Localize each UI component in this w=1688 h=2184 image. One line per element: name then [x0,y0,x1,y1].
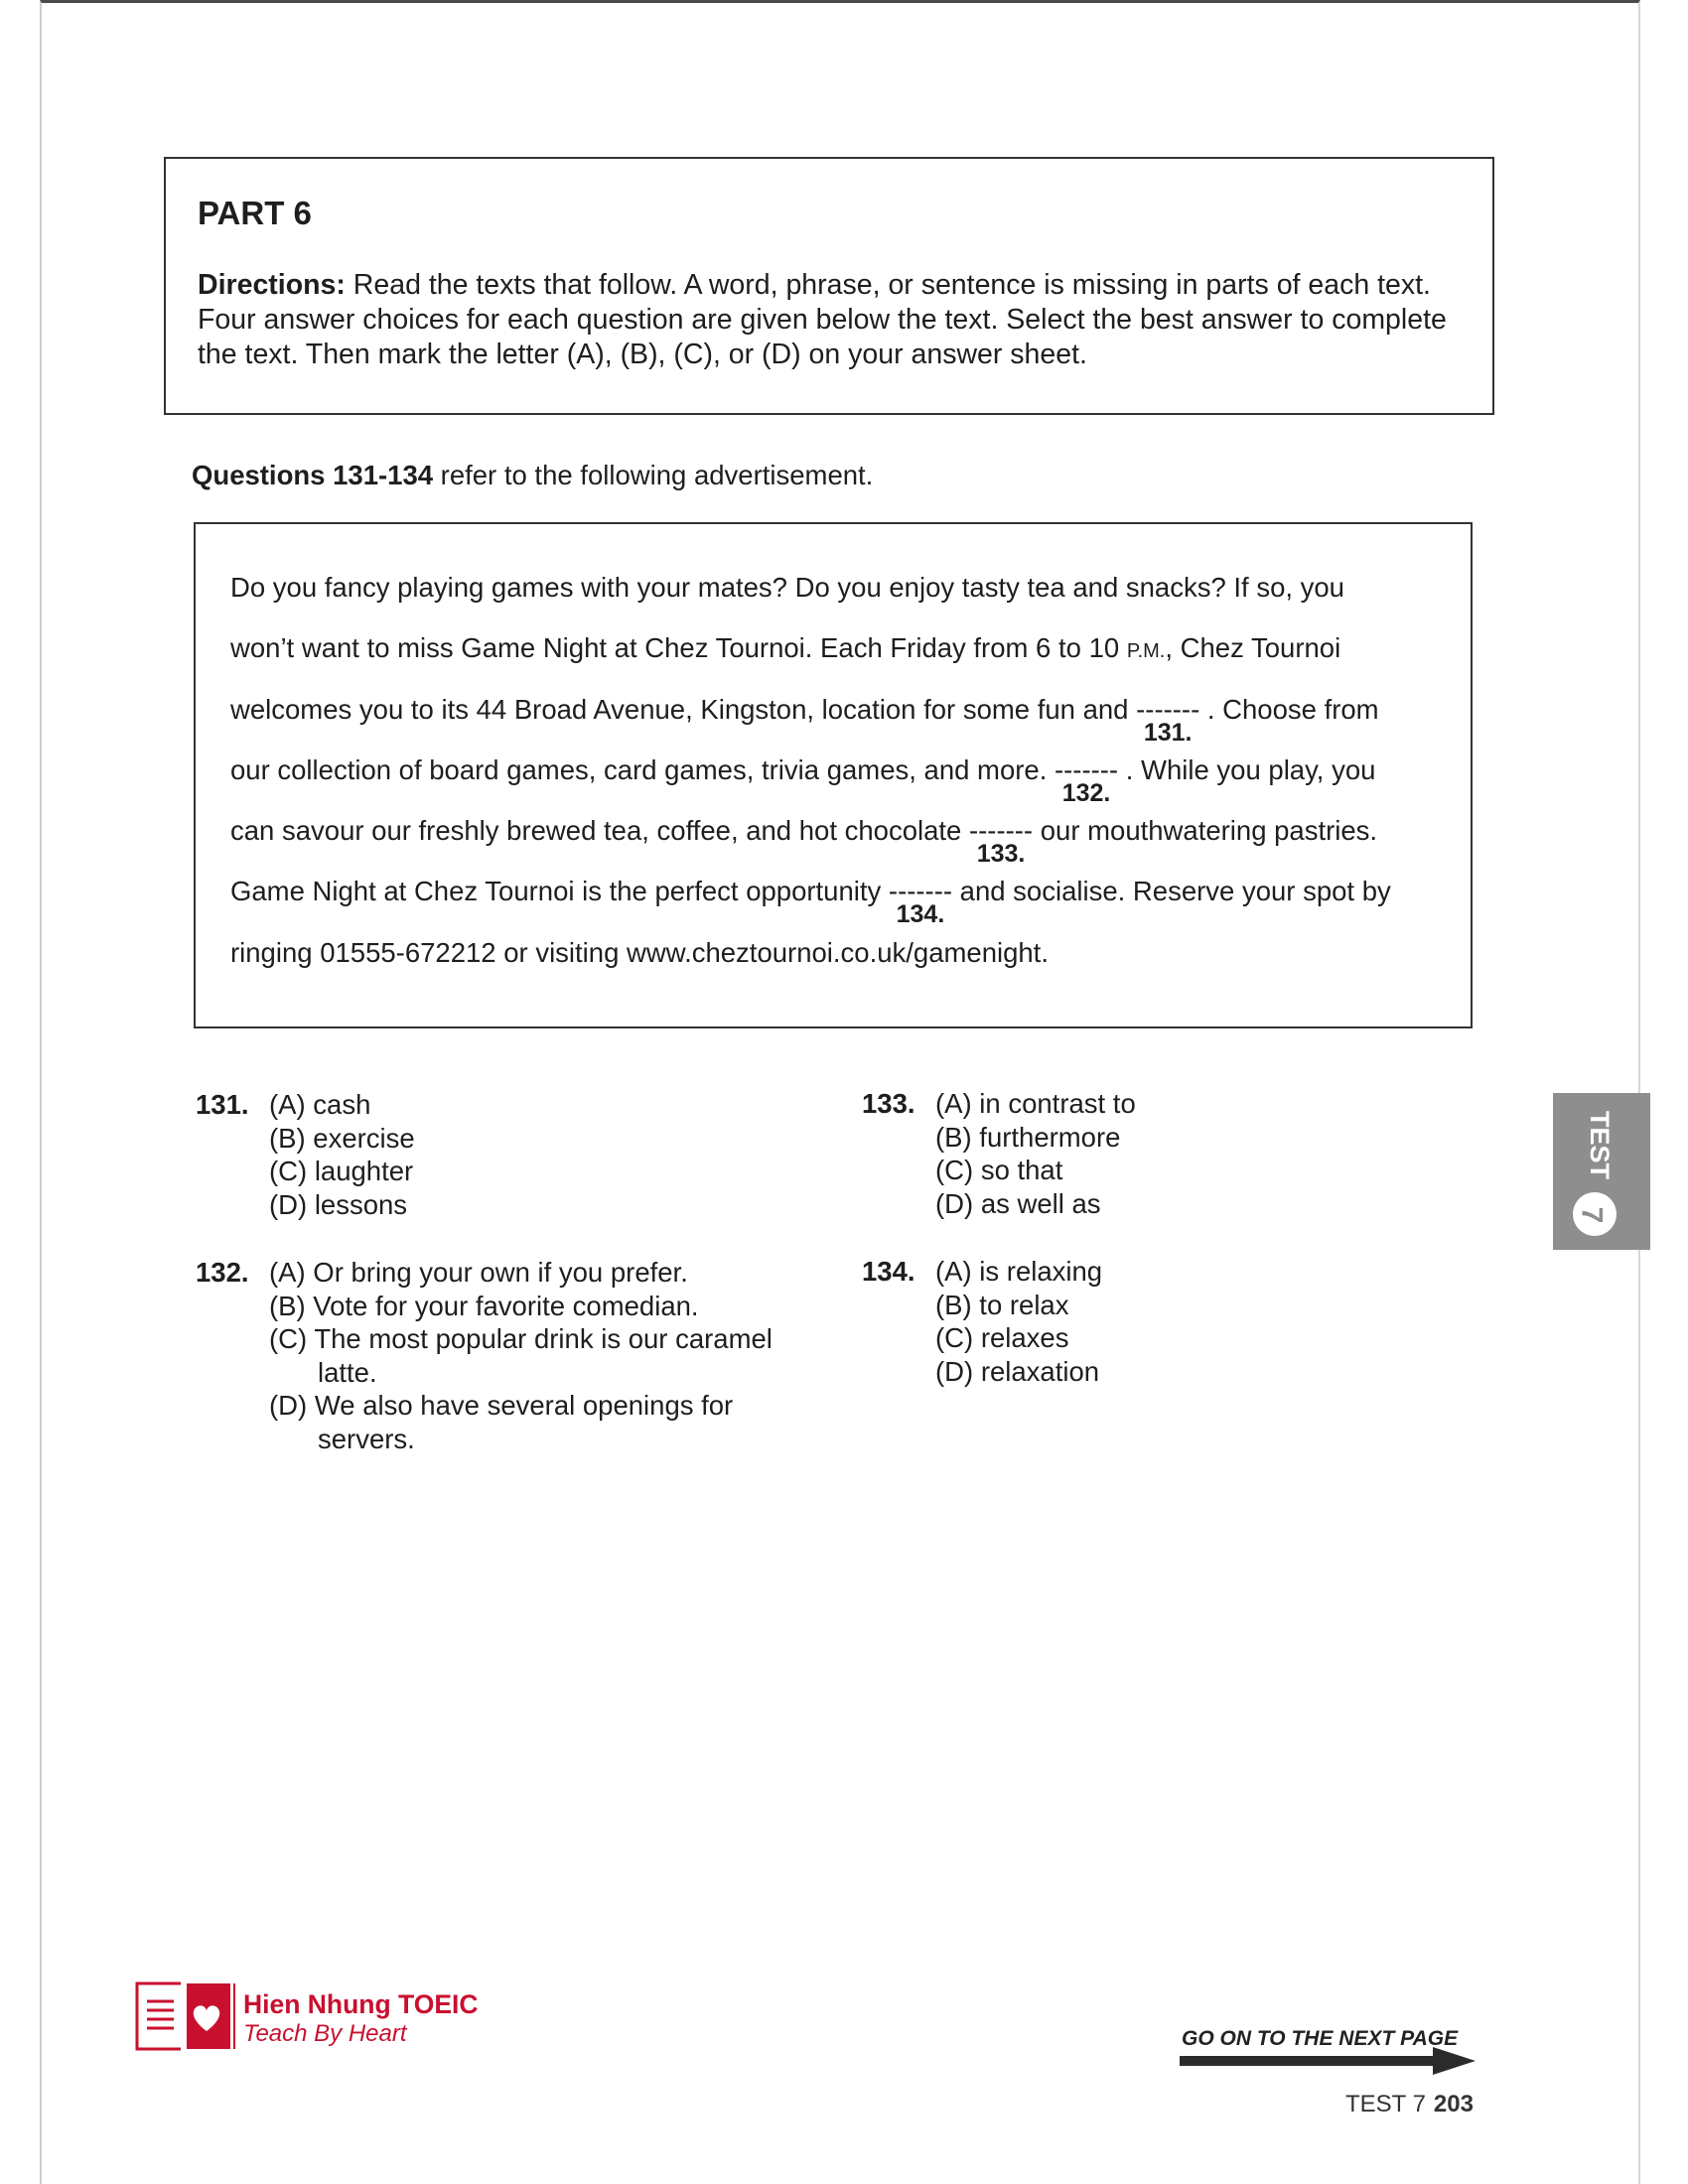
option-c[interactable]: (C) The most popular drink is our caramel latte. [269,1323,773,1388]
directions-label: Directions: [198,269,346,301]
logo-divider [233,1983,235,2049]
blank-number-132: 132. [1061,779,1111,807]
go-next-page-text: GO ON TO THE NEXT PAGE [1182,2027,1459,2050]
footer-test-label: TEST 7 [1345,2091,1426,2117]
option-b[interactable]: (B) to relax [935,1289,1069,1320]
ad-line-4-a: our collection of board games, card games, trivia games, and more. [230,754,1055,785]
blank-dashes: ------- [1054,754,1119,785]
option-a[interactable]: (A) Or bring your own if you prefer. [269,1257,688,1288]
ad-line-6 [230,876,1391,928]
option-d[interactable]: (D) lessons [269,1188,408,1220]
option-c[interactable]: (C) so that [935,1155,1063,1185]
ad-line-6-b: and socialise. Reserve your spot by [952,876,1391,906]
ad-line-2 [230,632,1340,664]
part-title: PART 6 [198,195,312,231]
ad-line-6-a: Game Night at Chez Tournoi is the perfect opportunity [230,876,889,906]
blank-134 [888,876,953,928]
ad-line-5 [230,815,1378,868]
questions-intro [192,460,873,491]
option-c[interactable]: (C) laughter [269,1156,414,1186]
test-side-tab [1553,1093,1650,1250]
question-number: 134. [862,1256,915,1287]
option-b[interactable]: (B) exercise [269,1122,415,1154]
option-a[interactable]: (A) cash [269,1089,371,1120]
question-133 [862,1087,1358,1220]
ad-line-3-a: welcomes you to its 44 Broad Avenue, Kingston, location for some fun and [230,694,1137,725]
ad-line-4-b: . While you play, you [1118,754,1376,785]
option-a[interactable]: (A) is relaxing [935,1256,1103,1287]
page-number: 203 [1433,2091,1474,2117]
side-tab-label: TEST [1585,1111,1615,1180]
arrow-right-icon [1180,2047,1477,2075]
advertisement-box [194,522,1473,1028]
ad-line-2-pm: P.M. [1126,640,1166,662]
directions-text [198,268,1461,372]
directions-body: Read the texts that follow. A word, phrase, or sentence is missing in parts of each text. Four answer choices for each question are given below the text. Select the best answer to complete the text. Then mark the letter (A), (B), (C), or (D) on your answer sheet. [198,269,1447,370]
blank-dashes: ------- [888,876,953,906]
option-a[interactable]: (A) in contrast to [935,1088,1136,1119]
ad-line-4 [230,754,1376,807]
blank-number-134: 134. [896,900,945,928]
logo-subtitle: Teach By Heart [243,2020,407,2047]
question-number: 132. [196,1257,249,1288]
questions-intro-text: refer to the following advertisement. [433,460,874,490]
ad-line-3 [230,694,1379,747]
questions-range: Questions 131-134 [192,460,434,490]
ad-line-7: ringing 01555-672212 or visiting www.cheztournoi.co.uk/gamenight. [230,937,1049,968]
logo [134,1978,531,2057]
ad-line-1: Do you fancy playing games with your mates? Do you enjoy tasty tea and snacks? If so, you [230,572,1344,603]
option-d[interactable]: (D) We also have several openings for servers. [269,1390,734,1454]
question-number: 133. [862,1088,915,1119]
question-134 [862,1255,1358,1388]
blank-number-131: 131. [1143,719,1193,747]
option-c[interactable]: (C) relaxes [935,1322,1069,1353]
blank-132 [1054,754,1119,807]
ad-line-2-b: , Chez Tournoi [1165,632,1341,663]
ad-line-5-a: can savour our freshly brewed tea, coffee, and hot chocolate [230,815,969,846]
directions-box [164,157,1494,415]
ad-line-2-a: won’t want to miss Game Night at Chez Tournoi. Each Friday from 6 to 10 [230,632,1127,663]
side-tab-number: 7 [1575,1206,1609,1224]
blank-number-133: 133. [976,840,1026,868]
book-heart-icon [134,1978,233,2057]
option-d[interactable]: (D) relaxation [935,1355,1100,1387]
option-b[interactable]: (B) furthermore [935,1121,1121,1153]
ad-line-3-b: . Choose from [1199,694,1379,725]
blank-dashes: ------- [1136,694,1200,725]
question-132 [196,1256,811,1455]
blank-131 [1136,694,1200,747]
ad-line-5-b: our mouthwatering pastries. [1033,815,1378,846]
blank-dashes: ------- [968,815,1034,846]
question-number: 131. [196,1089,249,1120]
blank-133 [968,815,1034,868]
question-131 [196,1088,811,1221]
option-b[interactable]: (B) Vote for your favorite comedian. [269,1290,699,1321]
logo-title: Hien Nhung TOEIC [243,1989,479,2019]
page-footer [1345,2091,1474,2118]
option-d[interactable]: (D) as well as [935,1187,1101,1219]
side-tab-circle [1573,1192,1617,1236]
